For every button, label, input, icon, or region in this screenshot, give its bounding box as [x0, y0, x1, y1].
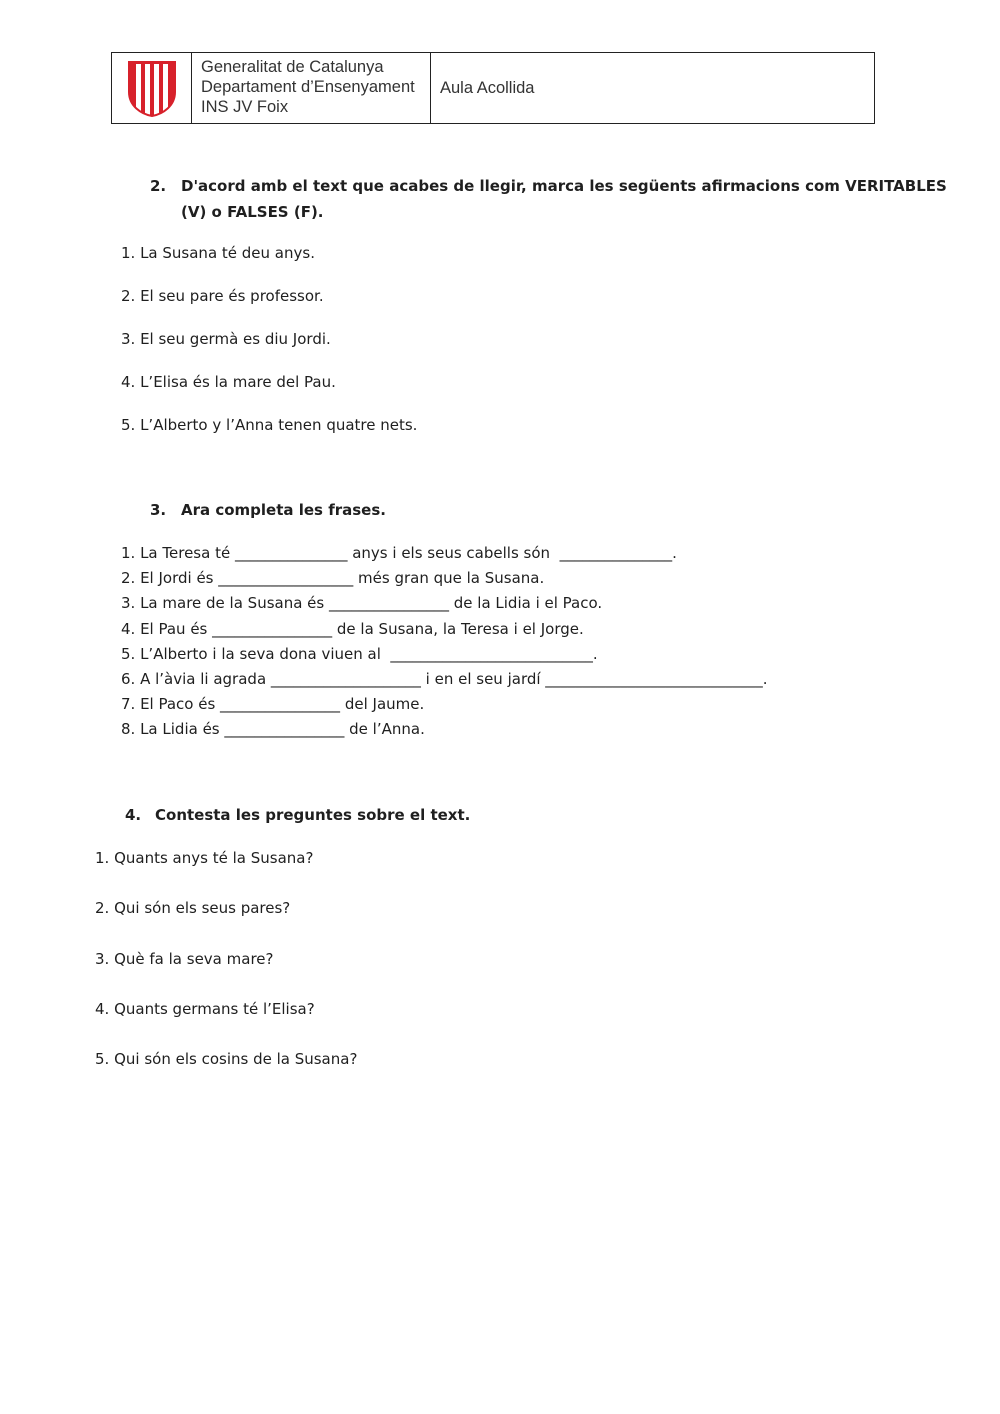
logo-cell: [112, 53, 192, 123]
section3-item-2: 2. El Jordi és __________________ més gran que la Susana.: [121, 569, 545, 587]
section2-item-2: 2. El seu pare és professor.: [121, 287, 324, 305]
section3-title: Ara completa les frases.: [181, 501, 386, 519]
section2-item-4: 4. L’Elisa és la mare del Pau.: [121, 373, 336, 391]
section3-item-8: 8. La Lidia és ________________ de l’Anna.: [121, 720, 425, 738]
organization-cell: [192, 53, 431, 123]
section4-item-2: 2. Qui són els seus pares?: [95, 899, 291, 917]
section3-item-3: 3. La mare de la Susana és ________________ de la Lidia i el Paco.: [121, 594, 603, 612]
document-header: [111, 52, 875, 124]
section2-title-line1: D'acord amb el text que acabes de llegir, marca les següents afirmacions com VERITABLES: [181, 177, 947, 195]
section4-item-3: 3. Què fa la seva mare?: [95, 950, 274, 968]
section3-item-4: 4. El Pau és ________________ de la Susana, la Teresa i el Jorge.: [121, 620, 584, 638]
section2-number: 2.: [150, 177, 167, 195]
section2-title-line2: (V) o FALSES (F).: [181, 203, 324, 221]
section2-item-1: 1. La Susana té deu anys.: [121, 244, 315, 262]
section3-item-7: 7. El Paco és ________________ del Jaume.: [121, 695, 425, 713]
org-name: Generalitat de Catalunya: [201, 58, 384, 76]
section4-number: 4.: [125, 806, 142, 824]
section3-number: 3.: [150, 501, 167, 519]
section3-item-6: 6. A l’àvia li agrada ____________________ i en el seu jardí _____________________________.: [121, 670, 768, 688]
section3-item-5: 5. L’Alberto i la seva dona viuen al ___________________________.: [121, 645, 598, 663]
section2-item-3: 3. El seu germà es diu Jordi.: [121, 330, 331, 348]
section4-item-5: 5. Qui són els cosins de la Susana?: [95, 1050, 358, 1068]
senyera-shield-icon: [125, 58, 179, 118]
section4-title: Contesta les preguntes sobre el text.: [155, 806, 471, 824]
section4-item-1: 1. Quants anys té la Susana?: [95, 849, 314, 867]
aula-label: Aula Acollida: [440, 78, 535, 97]
section2-item-5: 5. L’Alberto y l’Anna tenen quatre nets.: [121, 416, 418, 434]
section3-item-1: 1. La Teresa té _______________ anys i els seus cabells són _______________.: [121, 544, 677, 562]
school-name: INS JV Foix: [201, 98, 289, 116]
department-name: Departament d’Ensenyament: [201, 78, 415, 96]
aula-cell: [431, 53, 874, 123]
section4-item-4: 4. Quants germans té l’Elisa?: [95, 1000, 315, 1018]
